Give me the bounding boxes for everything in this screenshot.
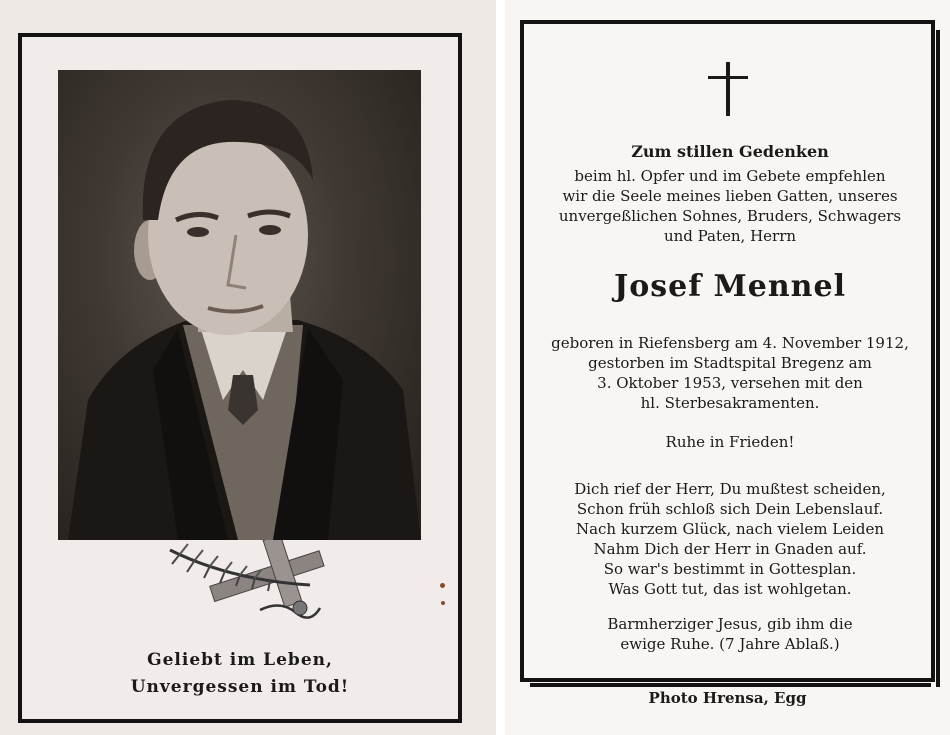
motto-line-1: Geliebt im Leben, xyxy=(147,650,333,670)
bio-line: geboren in Riefensberg am 4. November 1912, xyxy=(551,334,909,352)
poem-line: So war's bestimmt in Gottesplan. xyxy=(603,560,857,578)
poem-line: Was Gott tut, das ist wohlgetan. xyxy=(608,580,852,598)
intro-line: und Paten, Herrn xyxy=(663,227,797,245)
stain-spot xyxy=(440,583,445,588)
border-shadow-bottom xyxy=(530,683,931,687)
poem-line: Schon früh schloß sich Dein Lebenslauf. xyxy=(576,500,884,518)
palm-and-cross-emblem xyxy=(160,540,330,629)
deceased-name: Josef Mennel xyxy=(614,269,846,304)
heading: Zum stillen Gedenken xyxy=(631,142,829,161)
bio-line: 3. Oktober 1953, versehen mit den xyxy=(597,374,863,392)
portrait-photo xyxy=(58,70,421,540)
prayer-line: ewige Ruhe. (7 Jahre Ablaß.) xyxy=(620,635,840,653)
photographer-credit: Photo Hrensa, Egg xyxy=(648,689,807,707)
intro-line: unvergeßlichen Sohnes, Bruders, Schwagers xyxy=(558,207,902,225)
prayer-line: Barmherziger Jesus, gib ihm die xyxy=(607,615,853,633)
card-gap xyxy=(496,0,505,735)
bio-line: gestorben im Stadtspital Bregenz am xyxy=(588,354,872,372)
poem-line: Nach kurzem Glück, nach vielem Leiden xyxy=(575,520,885,538)
intro-line: wir die Seele meines lieben Gatten, unseres xyxy=(562,187,898,205)
motto-line-2: Unvergessen im Tod! xyxy=(130,677,350,697)
poem-line: Dich rief der Herr, Du mußtest scheiden, xyxy=(574,480,886,498)
stain-spot xyxy=(441,601,445,605)
rest-in-peace: Ruhe in Frieden! xyxy=(665,433,795,451)
poem-line: Nahm Dich der Herr in Gnaden auf. xyxy=(593,540,867,558)
cross-icon xyxy=(706,62,750,120)
border-shadow-right xyxy=(936,30,940,687)
bio-line: hl. Sterbesakramenten. xyxy=(640,394,820,412)
intro-line: beim hl. Opfer und im Gebete empfehlen xyxy=(574,167,886,185)
